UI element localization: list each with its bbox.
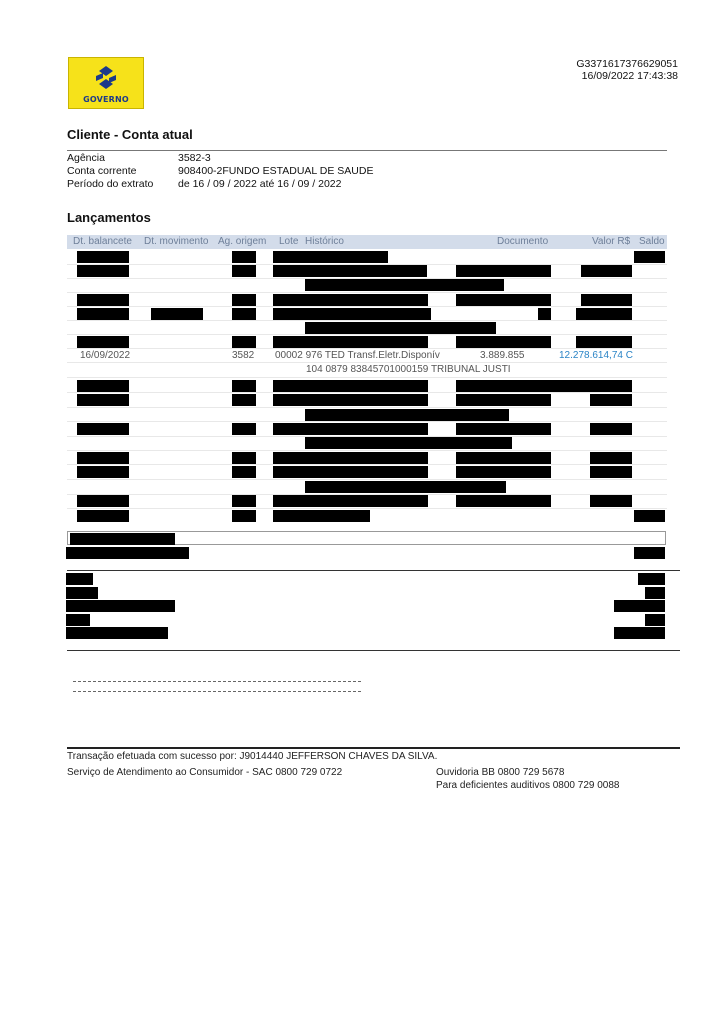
redaction-block xyxy=(576,308,632,320)
transaction-note: Transação efetuada com sucesso por: J9014440 JEFFERSON CHAVES DA SILVA. xyxy=(67,751,438,762)
redaction-block xyxy=(66,627,168,639)
redaction-block xyxy=(232,452,256,464)
document-datetime: 16/09/2022 17:43:38 xyxy=(581,70,678,82)
redaction-block xyxy=(273,336,428,348)
redaction-block xyxy=(273,452,428,464)
redaction-block xyxy=(645,614,665,626)
redaction-block xyxy=(232,336,256,348)
row-divider xyxy=(67,421,667,422)
row-detail: 104 0879 83845701000159 TRIBUNAL JUSTI xyxy=(306,364,511,375)
client-section-title: Cliente - Conta atual xyxy=(67,127,193,142)
redaction-block xyxy=(634,251,665,263)
redaction-block xyxy=(66,547,189,559)
redaction-block xyxy=(273,308,431,320)
col-dt-balancete: Dt. balancete xyxy=(73,236,132,247)
redaction-block xyxy=(538,308,551,320)
redaction-block xyxy=(77,251,129,263)
col-lote: Lote xyxy=(279,236,299,247)
redaction-block xyxy=(634,510,665,522)
redaction-block xyxy=(77,495,129,507)
redaction-block xyxy=(66,587,98,599)
redaction-block xyxy=(590,452,632,464)
row-valor: 12.278.614,74 C xyxy=(559,350,633,361)
redaction-block xyxy=(273,251,388,263)
redaction-block xyxy=(581,294,632,306)
row-divider xyxy=(67,392,667,393)
col-valor: Valor R$ xyxy=(592,236,631,247)
redaction-block xyxy=(305,437,512,449)
deficientes-phone: Para deficientes auditivos 0800 729 0088 xyxy=(436,780,620,791)
redaction-block xyxy=(576,336,632,348)
redaction-block xyxy=(456,495,551,507)
table-header xyxy=(67,235,667,249)
redaction-block xyxy=(232,510,256,522)
periodo-label: Período do extrato xyxy=(67,178,154,190)
redaction-block xyxy=(305,481,506,493)
bank-logo xyxy=(68,57,144,109)
divider xyxy=(67,570,680,571)
redaction-block xyxy=(66,573,93,585)
redaction-block xyxy=(77,423,129,435)
redaction-block xyxy=(273,510,370,522)
col-dt-movimento: Dt. movimento xyxy=(144,236,209,247)
row-divider xyxy=(67,362,667,363)
redaction-block xyxy=(273,466,428,478)
document-code: G3371617376629051 xyxy=(576,58,678,70)
row-divider xyxy=(67,479,667,480)
redaction-block xyxy=(456,380,632,392)
redaction-block xyxy=(590,466,632,478)
col-documento: Documento xyxy=(497,236,549,247)
redaction-block xyxy=(638,573,665,585)
redaction-block xyxy=(645,587,665,599)
redaction-block xyxy=(273,380,428,392)
redaction-block xyxy=(614,627,665,639)
col-saldo: Saldo xyxy=(639,236,665,247)
redaction-block xyxy=(77,265,129,277)
redaction-block xyxy=(70,533,175,545)
redaction-block xyxy=(456,394,551,406)
redaction-block xyxy=(273,394,428,406)
row-divider xyxy=(67,450,667,451)
redaction-block xyxy=(66,614,90,626)
redaction-block xyxy=(232,251,256,263)
dashed-line xyxy=(73,681,361,682)
redaction-block xyxy=(590,394,632,406)
row-ag-origem: 3582 xyxy=(232,350,255,361)
col-historico: Histórico xyxy=(305,236,344,247)
row-divider xyxy=(67,292,667,293)
divider xyxy=(67,150,667,151)
agencia-label: Agência xyxy=(67,152,105,164)
redaction-block xyxy=(77,510,129,522)
logo-text: GOVERNO xyxy=(83,95,129,104)
dashed-line xyxy=(73,691,361,692)
redaction-block xyxy=(77,452,129,464)
redaction-block xyxy=(590,423,632,435)
redaction-block xyxy=(77,294,129,306)
redaction-block xyxy=(232,466,256,478)
row-divider xyxy=(67,334,667,335)
redaction-block xyxy=(77,394,129,406)
redaction-block xyxy=(581,265,632,277)
row-divider xyxy=(67,348,667,349)
redaction-block xyxy=(590,495,632,507)
redaction-block xyxy=(634,547,665,559)
redaction-block xyxy=(77,308,129,320)
redaction-block xyxy=(456,265,551,277)
conta-label: Conta corrente xyxy=(67,165,137,177)
redaction-block xyxy=(232,423,256,435)
redaction-block xyxy=(305,322,496,334)
row-historico: 00002 976 TED Transf.Eletr.Disponív xyxy=(275,350,440,361)
redaction-block xyxy=(456,423,551,435)
sac-phone: Serviço de Atendimento ao Consumidor - SAC 0800 729 0722 xyxy=(67,767,343,778)
redaction-block xyxy=(273,294,428,306)
redaction-block xyxy=(305,409,509,421)
redaction-block xyxy=(614,600,665,612)
row-divider xyxy=(67,464,667,465)
row-documento: 3.889.855 xyxy=(480,350,525,361)
redaction-block xyxy=(77,380,129,392)
redaction-block xyxy=(232,294,256,306)
redaction-block xyxy=(456,452,551,464)
redaction-block xyxy=(305,279,504,291)
redaction-block xyxy=(456,466,551,478)
row-divider xyxy=(67,320,667,321)
agencia-value: 3582-3 xyxy=(178,152,211,164)
redaction-block xyxy=(66,600,175,612)
conta-value: 908400-2FUNDO ESTADUAL DE SAUDE xyxy=(178,165,374,177)
redaction-block xyxy=(273,265,427,277)
redaction-block xyxy=(456,336,551,348)
row-divider xyxy=(67,508,667,509)
col-ag-origem: Ag. origem xyxy=(218,236,267,247)
redaction-block xyxy=(151,308,203,320)
row-divider xyxy=(67,377,667,378)
redaction-block xyxy=(273,495,428,507)
redaction-block xyxy=(77,336,129,348)
redaction-block xyxy=(77,466,129,478)
ouvidoria-phone: Ouvidoria BB 0800 729 5678 xyxy=(436,767,565,778)
lancamentos-title: Lançamentos xyxy=(67,210,151,225)
redaction-block xyxy=(232,394,256,406)
redaction-block xyxy=(232,308,256,320)
row-divider xyxy=(67,407,667,408)
periodo-value: de 16 / 09 / 2022 até 16 / 09 / 2022 xyxy=(178,178,342,190)
redaction-block xyxy=(232,495,256,507)
row-dt-balancete: 16/09/2022 xyxy=(80,350,131,361)
redaction-block xyxy=(456,294,551,306)
redaction-block xyxy=(232,380,256,392)
redaction-block xyxy=(232,265,256,277)
divider xyxy=(67,650,680,651)
redaction-block xyxy=(273,423,428,435)
bb-logo-icon xyxy=(91,64,121,92)
row-divider xyxy=(67,306,667,307)
footer-divider xyxy=(67,747,680,749)
